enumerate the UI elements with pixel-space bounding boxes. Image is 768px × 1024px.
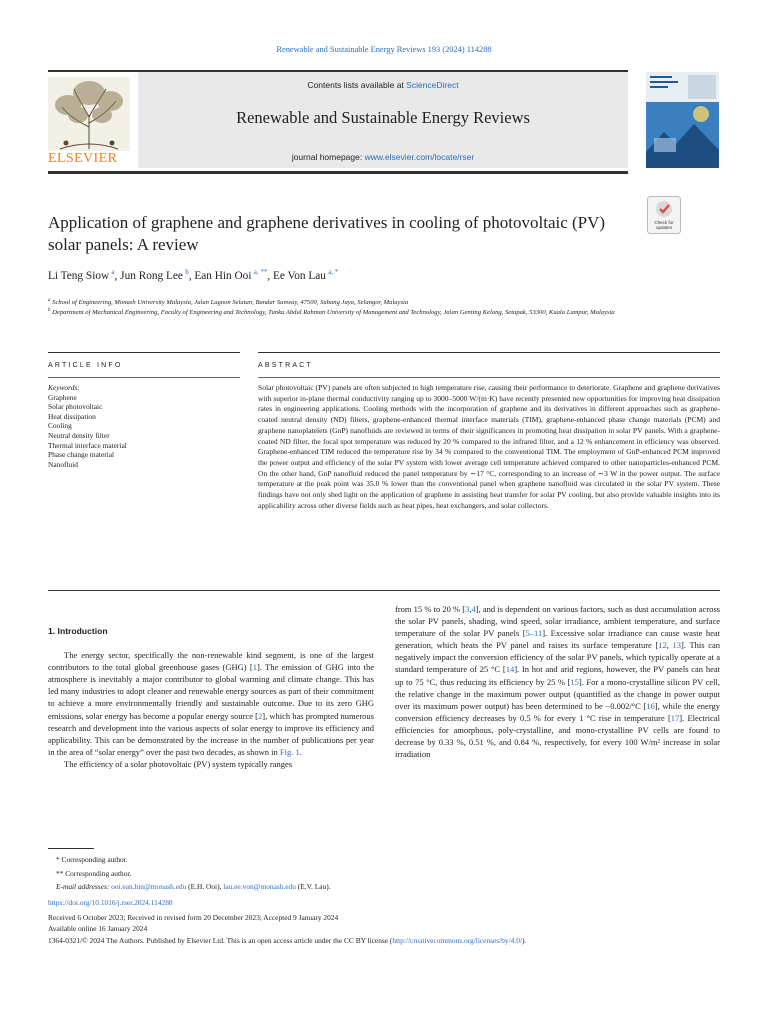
article-info-heading: ARTICLE INFO: [48, 362, 123, 369]
body-right-column: [395, 603, 720, 760]
check-for-updates-badge[interactable]: [647, 196, 681, 234]
contents-line: [138, 80, 628, 90]
author-name[interactable]: Jun Rong Lee: [120, 269, 183, 282]
paragraph-text: ], which has prompted numerous research and development into the various aspects of solar energy to improve its efficiency and applicability. This can be demonstrated by the increase in the number of publications per year in the area of “solar energy” over the past two decades, as shown in: [48, 710, 374, 757]
article-info-subrule: [48, 377, 240, 378]
paragraph-text: ], while the energy conversion efficiency decreases by 0.5 % for every 1 °C rise in temperature [: [395, 700, 720, 723]
keyword-item: Heat dissipation: [48, 411, 96, 421]
author-affiliation-marker[interactable]: a, *: [328, 268, 339, 276]
paragraph-text: ]. The emission of GHG into the atmosphere is inevitably a major contributor to global warming and climate change. This has led many industries to adopt cleaner and renewable energy sources as part of their commitment to achieve a more environmentally friendly and sustainable outcome. Due to its zero GHG emissions, solar energy has become a popular energy source [: [48, 662, 375, 721]
citation-link[interactable]: 14: [505, 664, 515, 675]
article-info-rule: [48, 352, 240, 353]
section-heading-introduction: 1. Introduction: [48, 626, 108, 636]
abstract-rule: [258, 352, 720, 353]
publisher-wordmark: ELSEVIER: [48, 151, 118, 166]
available-online: Available online 16 January 2024: [48, 924, 148, 934]
keyword-item: Graphene: [48, 392, 77, 402]
abstract-text: Solar photovoltaic (PV) panels are often subjected to high temperature rise, causing their performance to deteriorate. Graphene and graphene derivatives with superior in-plane thermal conductivity ranging up to 3000–5000 W/(m·K) have recently presented new opportunities for improving heat dissipation rates in engineering applications. Cooling methods with the incorporation of graphene and its derivatives in different approaches such as graphene-coated neutral density (ND) filters, graphene-enhanced thermal interface materials (TIM), graphene-enhanced phase change materials (PCM) and graphene nanoplatelets (GnP) nanofluids are reviewed in terms of their significances in promoting heat dissipation in solar PV panels. With a graphene-coated ND filter, the focal spot temperature was reduced by 20 % compared to the infrared filter, and a 12 % enhancement in efficiency was observed. Graphene-enhanced TIM reduced the temperature rise by 34 % compared to the conventional TIM. The employment of GnP-enhanced PCM improved the power output and efficiency of the solar PV system with lower average cell temperature achieved compared to other nanoparticles-enhanced PCM. On the other hand, GnP nanofluid reduced the panel temperature by ∼17 °C, corresponding to an increase of ∼3 W in the power output. The surface temperature at the peak point was 35.0 % lower than the conventional panel when graphene nanofluid was circulated in the solar PV system. These findings have not only shed light on the application of graphene in assisting heat transfer for solar PV cooling, but also provide valuable insights into its applicability across other diverse fields such as heat pipes, heat exchangers, and solar collectors.: [258, 383, 720, 510]
body-left-column: [48, 625, 374, 770]
citation-link[interactable]: 13: [672, 640, 682, 651]
keyword-item: Cooling: [48, 421, 72, 431]
citation-link[interactable]: 5–11: [525, 628, 543, 639]
license-link[interactable]: http://creativecommons.org/licenses/by/4.0/: [392, 935, 522, 945]
citation-link[interactable]: 15: [570, 676, 579, 687]
journal-homepage-link[interactable]: www.elsevier.com/locate/rser: [364, 152, 475, 162]
citation-link[interactable]: 16: [646, 700, 655, 711]
keyword-item: Neutral density filter: [48, 430, 110, 440]
author-name[interactable]: Li Teng Siow: [48, 269, 110, 282]
author-affiliation-marker[interactable]: a: [111, 268, 115, 276]
license-suffix: ).: [521, 935, 527, 945]
paragraph-text: ]. This can negatively impact the conversion efficiency of the solar PV panels, which typically operate at a standard temperature of 25 °C [: [395, 640, 720, 675]
paragraph: The efficiency of a solar photovoltaic (PV) system typically ranges: [64, 758, 293, 769]
journal-cover-thumbnail[interactable]: [646, 72, 719, 168]
journal-reference[interactable]: Renewable and Sustainable Energy Reviews 193 (2024) 114288: [276, 45, 492, 54]
citation-link[interactable]: Fig. 1: [279, 746, 300, 757]
author-name[interactable]: Ean Hin Ooi: [194, 269, 252, 282]
svg-text:Check for: Check for: [654, 220, 674, 225]
keyword-item: Phase change material: [48, 450, 115, 460]
keyword-item: Nanofluid: [48, 459, 78, 469]
paragraph-text: from 15 % to 20 % [: [395, 604, 466, 614]
sciencedirect-link[interactable]: ScienceDirect: [406, 80, 459, 90]
corresponding-author-note: ** Corresponding author.: [56, 868, 132, 878]
keywords-label: Keywords:: [48, 383, 80, 392]
paragraph-text: The energy sector, specifically the non-renewable kind segment, is one of the largest contributors to the total global greenhouse gases (GHG) [: [48, 650, 374, 673]
citation-link[interactable]: 2: [257, 710, 263, 721]
email-addresses: [48, 880, 728, 894]
keywords-list: [48, 383, 238, 469]
email-owner: (E.H. Ooi),: [186, 882, 224, 891]
author-affiliation-marker[interactable]: a, **: [253, 268, 268, 276]
doi-link[interactable]: https://doi.org/10.1016/j.rser.2024.114288: [48, 898, 173, 907]
paragraph-text: ], and is dependent on various factors, such as dust accumulation across the solar PV panels, shading, wind speed, solar irradiance, ambient temperature, and surface temperature of the solar PV panels [: [395, 604, 720, 639]
contents-prefix: Contents lists available at: [307, 80, 407, 90]
citation-link[interactable]: 1: [252, 662, 257, 673]
header-divider-bottom: [48, 171, 628, 174]
author-list: Li Teng Siow $^a$, Jun Rong Lee $^b$, Ean Hin Ooi $^{a, **}$, Ee Von Lau $^{a, *}$: [48, 268, 339, 282]
affiliation-a: $^a$ School of Engineering, Monash University Malaysia, Jalan Lagoon Selatan, Bandar Sunway, 47500, Subang Jaya, Selangor, Malaysia: [48, 298, 409, 307]
corresponding-author-note: * Corresponding author.: [56, 855, 128, 864]
author-name[interactable]: Ee Von Lau: [273, 269, 326, 282]
footnote-rule: [48, 848, 94, 849]
affiliation-b: $^b$ Department of Mechanical Engineering, Faculty of Engineering and Technology, Tunku Abdul Rahman University of Management and Technology, Jalan Genting Kelang, Setapak, 53300, Kuala Lumpur, Malaysia: [48, 308, 615, 317]
affiliation-a-text: School of Engineering, Monash University Malaysia, Jalan Lagoon Selatan, Bandar Sunway, 47500, Subang Jaya, Selangor, Malaysia: [52, 299, 409, 307]
received-dates: Received 6 October 2023; Received in revised form 20 December 2023; Accepted 9 January 2024: [48, 913, 339, 922]
author-affiliation-marker[interactable]: b: [185, 268, 189, 276]
paragraph-text: ,: [666, 640, 673, 651]
citation-link[interactable]: 3: [465, 604, 470, 614]
email-owner: (E.V. Lau).: [295, 882, 331, 891]
footnotes: [48, 853, 728, 894]
affiliation-b-text: Department of Mechanical Engineering, Faculty of Engineering and Technology, Tunku Abdul Rahman University of Management and Technology, Jalan Genting Kelang, Setapak, 53300, Kuala Lumpur, Malaysia: [52, 309, 615, 317]
citation-link[interactable]: 4: [471, 604, 476, 614]
journal-name: Renewable and Sustainable Energy Reviews: [236, 108, 530, 127]
email-label: E-mail addresses:: [56, 882, 112, 891]
paragraph-text: ]. Excessive solar irradiance can cause waste heat generation, which heats the PV panel and raises its surface temperature [: [395, 628, 720, 651]
citation-link[interactable]: 12: [658, 640, 667, 651]
paragraph-text: ]. Electrical efficiencies for amorphous, poly-crystalline, and mono-crystalline PV cells are found to decrease by 0.33 %, 0.51 %, and 0.84 %, respectively, for every 100 W/m² increase in solar irradiation: [395, 712, 721, 760]
email-link[interactable]: lau.ee.von@monash.edu: [223, 882, 296, 891]
publication-dates: [48, 912, 728, 946]
svg-text:updates: updates: [655, 225, 673, 230]
homepage-prefix: journal homepage:: [291, 152, 365, 162]
paragraph: [48, 649, 374, 758]
journal-homepage-line: [138, 152, 628, 162]
license-statement: [48, 935, 728, 946]
email-link[interactable]: ooi.ean.hin@monash.edu: [111, 882, 187, 891]
paragraph-text: ]. For a mono-crystalline silicon PV cell, the relative change in the maximum power output (quantified as the change in power output over its maximum power output) has been determined to be −0.002/°C [: [395, 676, 720, 711]
paragraph: [395, 603, 720, 760]
abstract-heading: ABSTRACT: [258, 362, 313, 369]
citation-link[interactable]: 17: [670, 712, 680, 723]
abstract-bottom-rule: [48, 590, 720, 591]
license-text: 1364-0321/© 2024 The Authors. Published by Elsevier Ltd. This is an open access article under the CC BY license (: [48, 935, 393, 945]
paragraph-text: ]. In hot and arid regions, however, the PV panels can heat up to 75 °C, thus reducing its efficiency by 25 % [: [395, 664, 720, 687]
keyword-item: Solar photovoltaic: [48, 402, 103, 412]
article-title: Application of graphene and graphene derivatives in cooling of photovoltaic (PV) solar panels: A review: [48, 213, 606, 254]
paragraph-text: ,: [469, 604, 472, 614]
paragraph-text: .: [299, 746, 302, 757]
abstract-subrule: [258, 377, 720, 378]
keyword-item: Thermal interface material: [48, 440, 127, 450]
